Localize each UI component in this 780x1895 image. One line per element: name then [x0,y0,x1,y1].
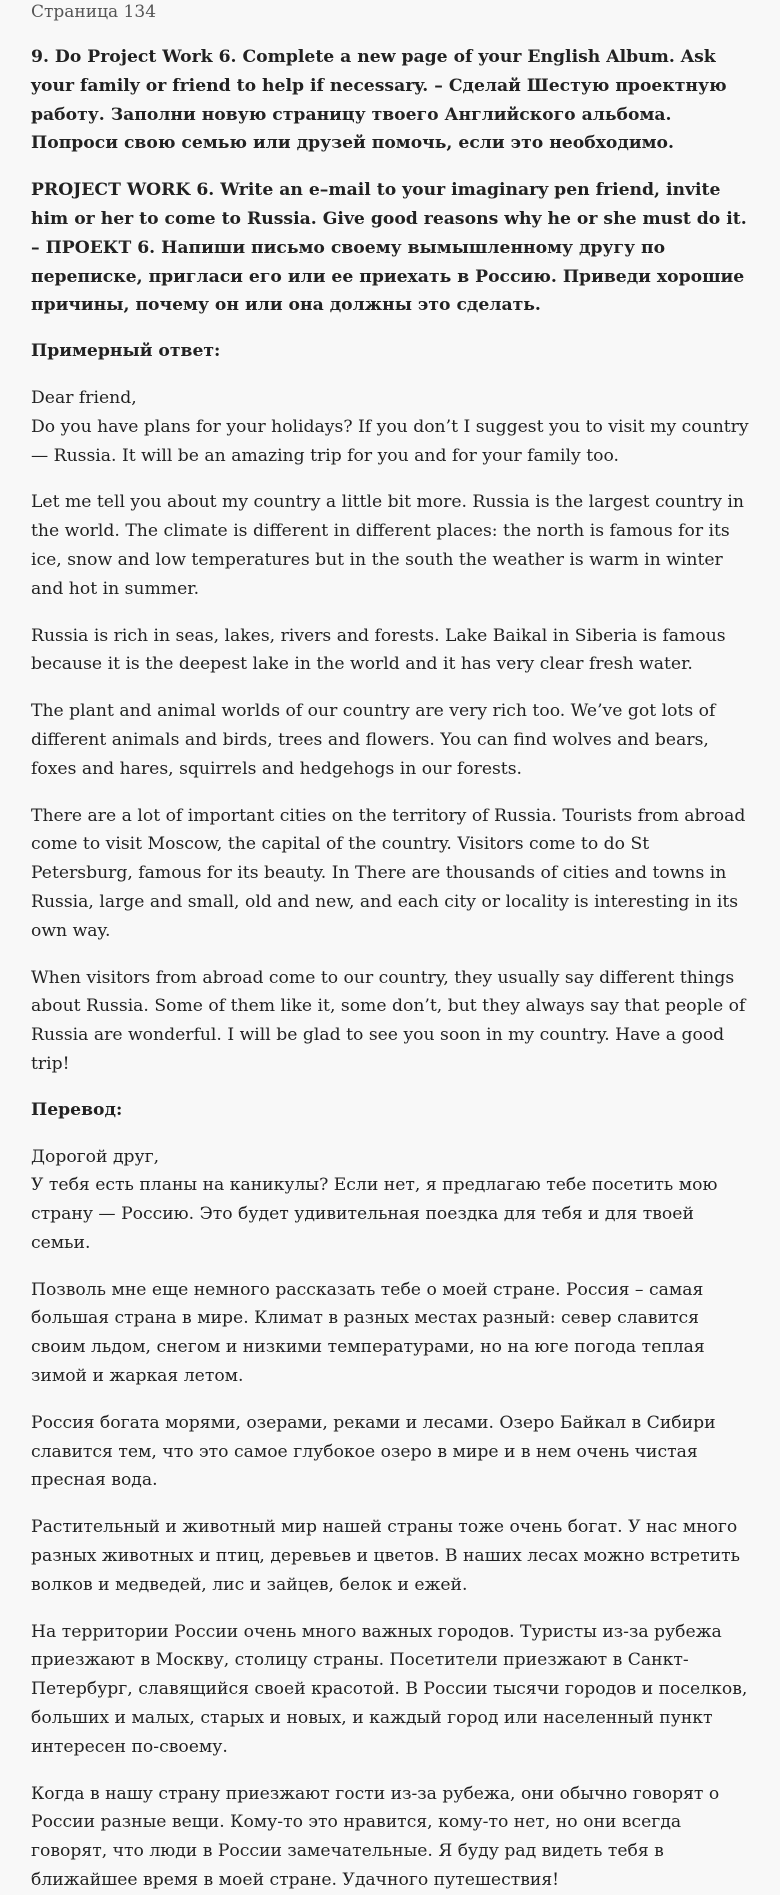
translation-paragraph-3: Растительный и животный мир нашей страны тоже очень богат. У нас много разных животных и птиц, деревьев и цветов. В наших лесах можно встретить волков и медведей, лис и зайцев, белок и ежей. [31,1517,740,1595]
page-number: Страница 134 [31,2,157,22]
translation-paragraph-5: Когда в нашу страну приезжают гости из-за рубежа, они обычно говорят о России разные вещи. Кому-то это нравится, кому-то нет, но они всегда говорят, что люди в России замечательные. Я буду рад видеть тебя в ближайшее время в моей стране. Удачного путешествия! [31,1783,720,1891]
translation-paragraph-2: Россия богата морями, озерами, реками и лесами. Озеро Байкал в Сибири славится тем, что это самое глубокое озеро в мире и в нем очень чистая пресная вода. [31,1412,716,1491]
answer-paragraph-3: The plant and animal worlds of our country are very rich too. We’ve got lots of different animals and birds, trees and flowers. You can find wolves and bears, foxes and hares, squirrels and hedgehogs in our forests. [31,701,716,779]
answer-letter [31,384,750,1079]
translation-paragraph-4: На территории России очень много важных городов. Туристы из-за рубежа приезжают в Москву, столицу страны. Посетители приезжают в Санкт-Петербург, славящийся своей красотой. В России тысячи городов и поселков, больших и малых, старых и новых, и каждый город или населенный пункт интересен по-своему. [31,1621,748,1757]
translation-greeting: Дорогой друг, [31,1146,160,1167]
translation-intro: У тебя есть планы на каникулы? Если нет, я предлагаю тебе посетить мою страну — Россию. Это будет удивительная поездка для тебя и для твоей семьи. [31,1175,718,1253]
translation-paragraph-1: Позволь мне еще немного рассказать тебе о моей стране. Россия – самая большая страна в мире. Климат в разных местах разный: север славится своим льдом, снегом и низкими температурами, но на юге погода теплая зимой и жаркая летом. [31,1279,705,1387]
answer-heading: Примерный ответ: [31,341,221,362]
answer-paragraph-1: Let me tell you about my country a little bit more. Russia is the largest country in the world. The climate is different in different places: the north is famous for its ice, snow and low temperatures but in the south the weather is warm in winter and hot in summer. [31,492,744,599]
translation-letter [31,1143,750,1895]
task-statement: 9. Do Project Work 6. Complete a new page of your English Album. Ask your family or friend to help if necessary. – Сделай Шестую проектную работу. Заполни новую страницу твоего Английского альбома. Попроси свою семью или друзей помочь, если это необходимо. [31,47,727,154]
answer-paragraph-5: When visitors from abroad come to our country, they usually say different things about Russia. Some of them like it, some don’t, but they always say that people of Russia are wonderful. I will be glad to see you soon in my country. Have a good trip! [31,967,746,1074]
answer-paragraph-4: There are a lot of important cities on the territory of Russia. Tourists from abroad come to visit Moscow, the capital of the country. Visitors come to do St Petersburg, famous for its beauty. In There are thousands of cities and towns in Russia, large and small, old and new, and each city or locality is interesting in its own way. [31,805,746,941]
project-statement: PROJECT WORK 6. Write an e–mail to your imaginary pen friend, invite him or her to come to Russia. Give good reasons why he or she must do it. – ПРОЕКТ 6. Напиши письмо своему вымышленному другу по переписке, пригласи его или ее приехать в Россию. Приведи хорошие причины, почему он или она должны это сделать. [31,180,747,316]
answer-paragraph-2: Russia is rich in seas, lakes, rivers and forests. Lake Baikal in Siberia is famous because it is the deepest lake in the world and it has very clear fresh water. [31,625,726,675]
answer-intro: Do you have plans for your holidays? If you don’t I suggest you to visit my country — Russia. It will be an amazing trip for you and for your family too. [31,416,749,466]
translation-heading: Перевод: [31,1099,123,1120]
answer-greeting: Dear friend, [31,387,137,408]
